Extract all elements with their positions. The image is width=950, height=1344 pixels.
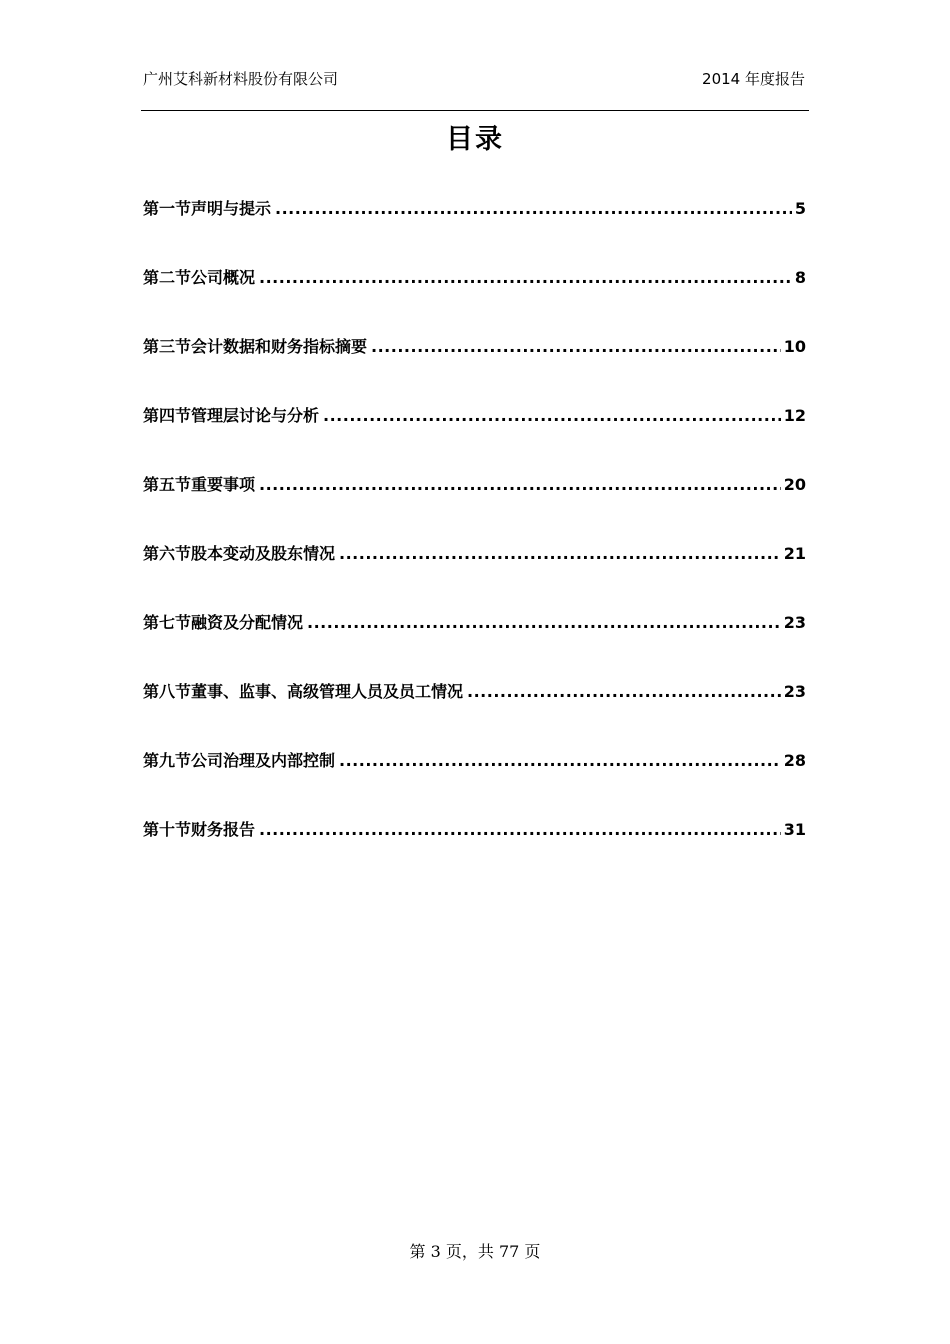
toc-entry-7[interactable] [143,611,806,680]
toc-entry-label: 第五节重要事项 [143,475,256,494]
toc-entry-6[interactable] [143,542,806,611]
toc-entry-label: 第四节管理层讨论与分析 [143,406,320,425]
toc-leader-dots [259,473,781,497]
toc-entry-2[interactable] [143,266,806,335]
toc-entry-label: 第六节股本变动及股东情况 [143,544,336,563]
header-divider [141,110,809,111]
toc-leader-dots [259,818,781,842]
toc-entry-10[interactable] [143,818,806,887]
toc-leader-dots [259,266,792,290]
toc-entry-1[interactable] [143,197,806,266]
toc-leader-dots [323,404,781,428]
toc-entry-page: 8 [794,268,806,287]
toc-entry-page: 20 [783,475,806,494]
toc-title: 目录 [446,124,504,155]
toc-entry-page: 21 [783,544,806,563]
toc-entry-page: 28 [783,751,806,770]
toc-entry-4[interactable] [143,404,806,473]
toc-entry-label: 第七节融资及分配情况 [143,613,304,632]
page-indicator: 第 3 页，共 77 页 [409,1242,541,1261]
toc-entry-page: 23 [783,682,806,701]
toc-entry-page: 12 [783,406,806,425]
header-company-name: 广州艾科新材料股份有限公司 [143,70,339,88]
toc-entry-5[interactable] [143,473,806,542]
toc-entry-9[interactable] [143,749,806,818]
toc-entry-page: 5 [794,199,806,218]
toc-entry-3[interactable] [143,335,806,404]
toc-leader-dots [307,611,781,635]
toc-entry-page: 31 [783,820,806,839]
toc-entry-8[interactable] [143,680,806,749]
header-report-title: 2014 年度报告 [702,70,805,88]
toc-entry-label: 第八节董事、监事、高级管理人员及员工情况 [143,682,464,701]
toc-leader-dots [371,335,781,359]
toc-leader-dots [467,680,781,704]
table-of-contents [143,197,806,887]
toc-leader-dots [275,197,792,221]
toc-entry-label: 第二节公司概况 [143,268,256,287]
toc-entry-label: 第一节声明与提示 [143,199,272,218]
toc-entry-page: 23 [783,613,806,632]
toc-entry-label: 第三节会计数据和财务指标摘要 [143,337,368,356]
toc-leader-dots [339,542,781,566]
toc-leader-dots [339,749,781,773]
toc-entry-label: 第十节财务报告 [143,820,256,839]
toc-entry-label: 第九节公司治理及内部控制 [143,751,336,770]
toc-entry-page: 10 [783,337,806,356]
